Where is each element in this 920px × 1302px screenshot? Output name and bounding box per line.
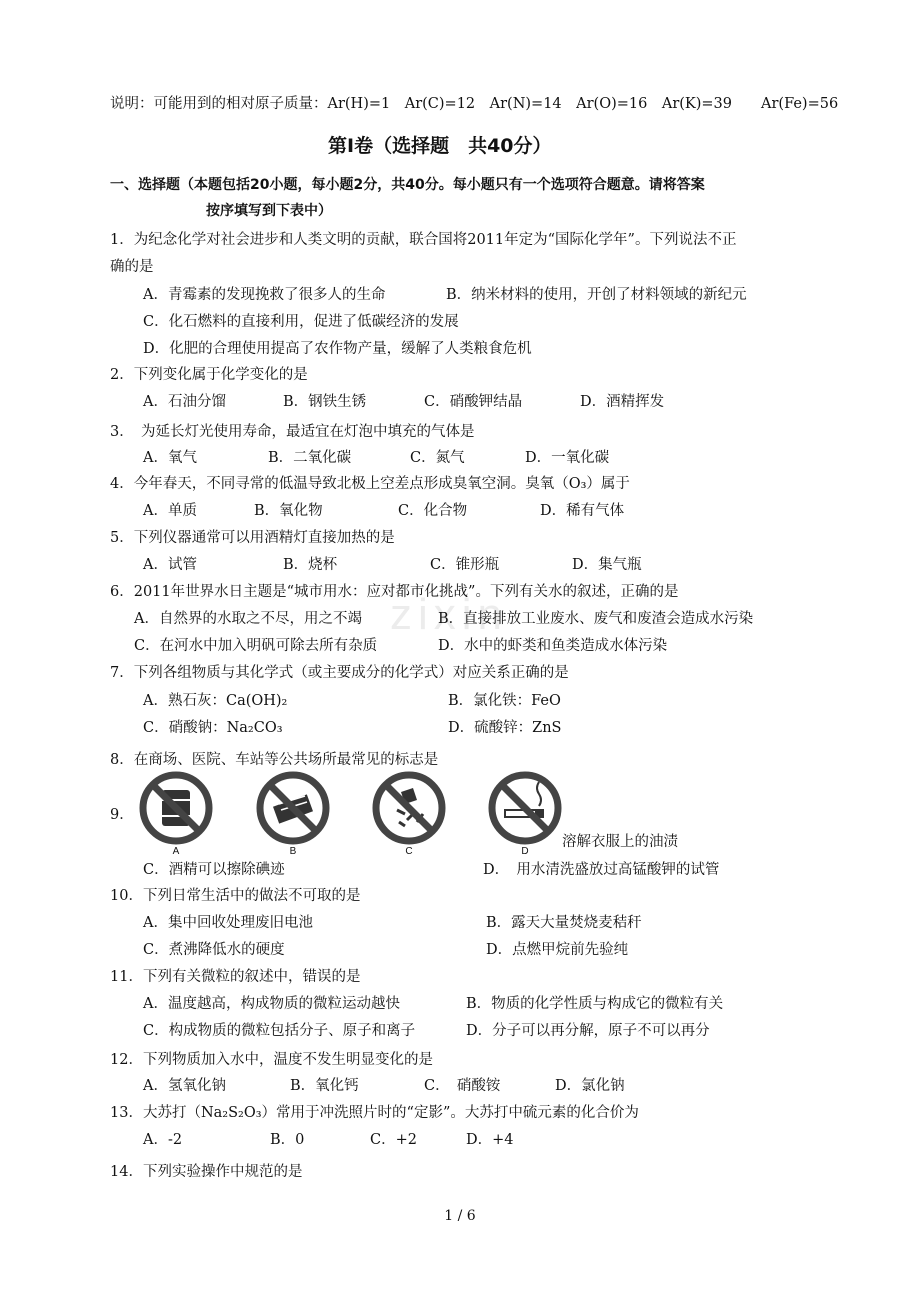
q3-option-a: A．氧气 [143, 450, 197, 466]
q9-option-d: D． 用水清洗盛放过高锰酸钾的试管 [483, 862, 720, 878]
q8-stem: 8．在商场、医院、车站等公共场所最常见的标志是 [110, 752, 439, 768]
q4-option-c: C．化合物 [398, 503, 468, 519]
q3-option-c: C．氮气 [410, 450, 465, 466]
q13-option-d: D．+4 [466, 1132, 514, 1148]
q4-option-a: A．单质 [143, 503, 197, 519]
q5-stem: 5．下列仪器通常可以用酒精灯直接加热的是 [110, 530, 395, 546]
q3-stem: 3． 为延长灯光使用寿命，最适宜在灯泡中填充的气体是 [110, 424, 475, 440]
q13-option-a: A．-2 [143, 1132, 183, 1148]
sign-option-d [487, 770, 563, 860]
q11-option-a: A．温度越高，构成物质的微粒运动越快 [143, 996, 400, 1012]
section-header-continued: 按序填写到下表中） [206, 203, 332, 219]
q13-option-b: B．0 [270, 1132, 305, 1148]
q2-option-b: B．钢铁生锈 [283, 394, 367, 410]
q6-stem: 6．2011年世界水日主题是“城市用水：应对都市化挑战”。下列有关水的叙述，正确的是 [110, 584, 679, 600]
q14-stem: 14．下列实验操作中规范的是 [110, 1164, 303, 1180]
sign-label-d: D [521, 846, 529, 857]
q9-option-b-tail: 溶解衣服上的油渍 [562, 834, 678, 850]
q1-option-b: B．纳米材料的使用，开创了材料领域的新纪元 [446, 287, 747, 303]
q4-stem: 4．今年春天，不同寻常的低温导致北极上空差点形成臭氧空洞。臭氧（O₃）属于 [110, 476, 630, 492]
page-number: 1 / 6 [444, 1208, 476, 1224]
section-header: 一、选择题（本题包括20小题，每小题2分，共40分。每小题只有一个选项符合题意。请将答案 [110, 177, 705, 193]
q11-option-b: B．物质的化学性质与构成它的微粒有关 [466, 996, 724, 1012]
q7-option-b: B．氯化铁：FeO [448, 693, 561, 709]
q2-option-a: A．石油分馏 [143, 394, 226, 410]
part-title: 第Ⅰ卷（选择题 共40分） [328, 135, 552, 157]
q6-option-a: A．自然界的水取之不尽，用之不竭 [134, 611, 362, 627]
q2-option-c: C．硝酸钾结晶 [424, 394, 523, 410]
sign-option-b [255, 770, 331, 860]
q7-stem: 7．下列各组物质与其化学式（或主要成分的化学式）对应关系正确的是 [110, 665, 569, 681]
no-smoking-icon [487, 770, 563, 846]
q10-option-c: C．煮沸降低水的硬度 [143, 942, 285, 958]
q10-option-d: D．点燃甲烷前先验纯 [486, 942, 629, 958]
q7-option-a: A．熟石灰：Ca(OH)₂ [143, 693, 288, 709]
q11-option-c: C．构成物质的微粒包括分子、原子和离子 [143, 1023, 416, 1039]
q13-option-c: C．+2 [370, 1132, 417, 1148]
q5-option-a: A．试管 [143, 557, 197, 573]
q12-option-a: A．氢氧化钠 [143, 1078, 226, 1094]
q6-option-b: B．直接排放工业废水、废气和废渣会造成水污染 [438, 611, 754, 627]
sign-option-a [138, 770, 214, 860]
q7-option-c: C．硝酸钠：Na₂CO₃ [143, 720, 283, 736]
q9-number: 9． [110, 807, 134, 823]
watermark: zixin [390, 590, 509, 639]
q12-option-b: B．氧化钙 [290, 1078, 359, 1094]
q11-option-d: D．分子可以再分解，原子不可以再分 [466, 1023, 710, 1039]
q1-option-a: A．青霉素的发现挽救了很多人的生命 [143, 287, 386, 303]
q4-option-b: B．氧化物 [254, 503, 323, 519]
sign-label-a: A [172, 846, 180, 857]
q12-option-d: D．氯化钠 [555, 1078, 625, 1094]
q10-option-b: B．露天大量焚烧麦秸秆 [486, 915, 642, 931]
q3-option-b: B．二氧化碳 [268, 450, 352, 466]
q3-option-d: D．一氧化碳 [525, 450, 610, 466]
q2-option-d: D．酒精挥发 [580, 394, 665, 410]
sign-label-c: C [405, 846, 413, 857]
q6-option-c: C．在河水中加入明矾可除去所有杂质 [134, 638, 378, 654]
no-matches-icon [255, 770, 331, 846]
sign-option-c [371, 770, 447, 860]
q6-option-d: D．水中的虾类和鱼类造成水体污染 [438, 638, 668, 654]
q5-option-b: B．烧杯 [283, 557, 338, 573]
q2-stem: 2．下列变化属于化学变化的是 [110, 367, 308, 383]
q12-option-c: C． 硝酸铵 [424, 1078, 501, 1094]
q4-option-d: D．稀有气体 [540, 503, 625, 519]
sign-label-b: B [289, 846, 297, 857]
q1-stem-continued: 确的是 [110, 259, 154, 275]
q1-option-d: D．化肥的合理使用提高了农作物产量，缓解了人类粮食危机 [143, 341, 532, 357]
q10-option-a: A．集中回收处理废旧电池 [143, 915, 313, 931]
q7-option-d: D．硫酸锌：ZnS [448, 720, 562, 736]
no-fireworks-icon [371, 770, 447, 846]
q1-stem: 1．为纪念化学对社会进步和人类文明的贡献，联合国将2011年定为“国际化学年”。下列说法不正 [110, 232, 737, 248]
q9-option-c: C．酒精可以擦除碘迹 [143, 862, 285, 878]
no-oil-barrel-icon [138, 770, 214, 846]
q5-option-d: D．集气瓶 [572, 557, 642, 573]
q11-stem: 11．下列有关微粒的叙述中，错误的是 [110, 969, 361, 985]
q12-stem: 12．下列物质加入水中，温度不发生明显变化的是 [110, 1052, 433, 1068]
atomic-mass-note: 说明：可能用到的相对原子质量：Ar(H)=1 Ar(C)=12 Ar(N)=14 Ar(O)=16 Ar(K)=39 Ar(Fe)=56 [110, 96, 839, 112]
q1-option-c: C．化石燃料的直接利用，促进了低碳经济的发展 [143, 314, 459, 330]
q5-option-c: C．锥形瓶 [430, 557, 500, 573]
q10-stem: 10．下列日常生活中的做法不可取的是 [110, 888, 361, 904]
q13-stem: 13．大苏打（Na₂S₂O₃）常用于冲洗照片时的“定影”。大苏打中硫元素的化合价为 [110, 1105, 639, 1121]
